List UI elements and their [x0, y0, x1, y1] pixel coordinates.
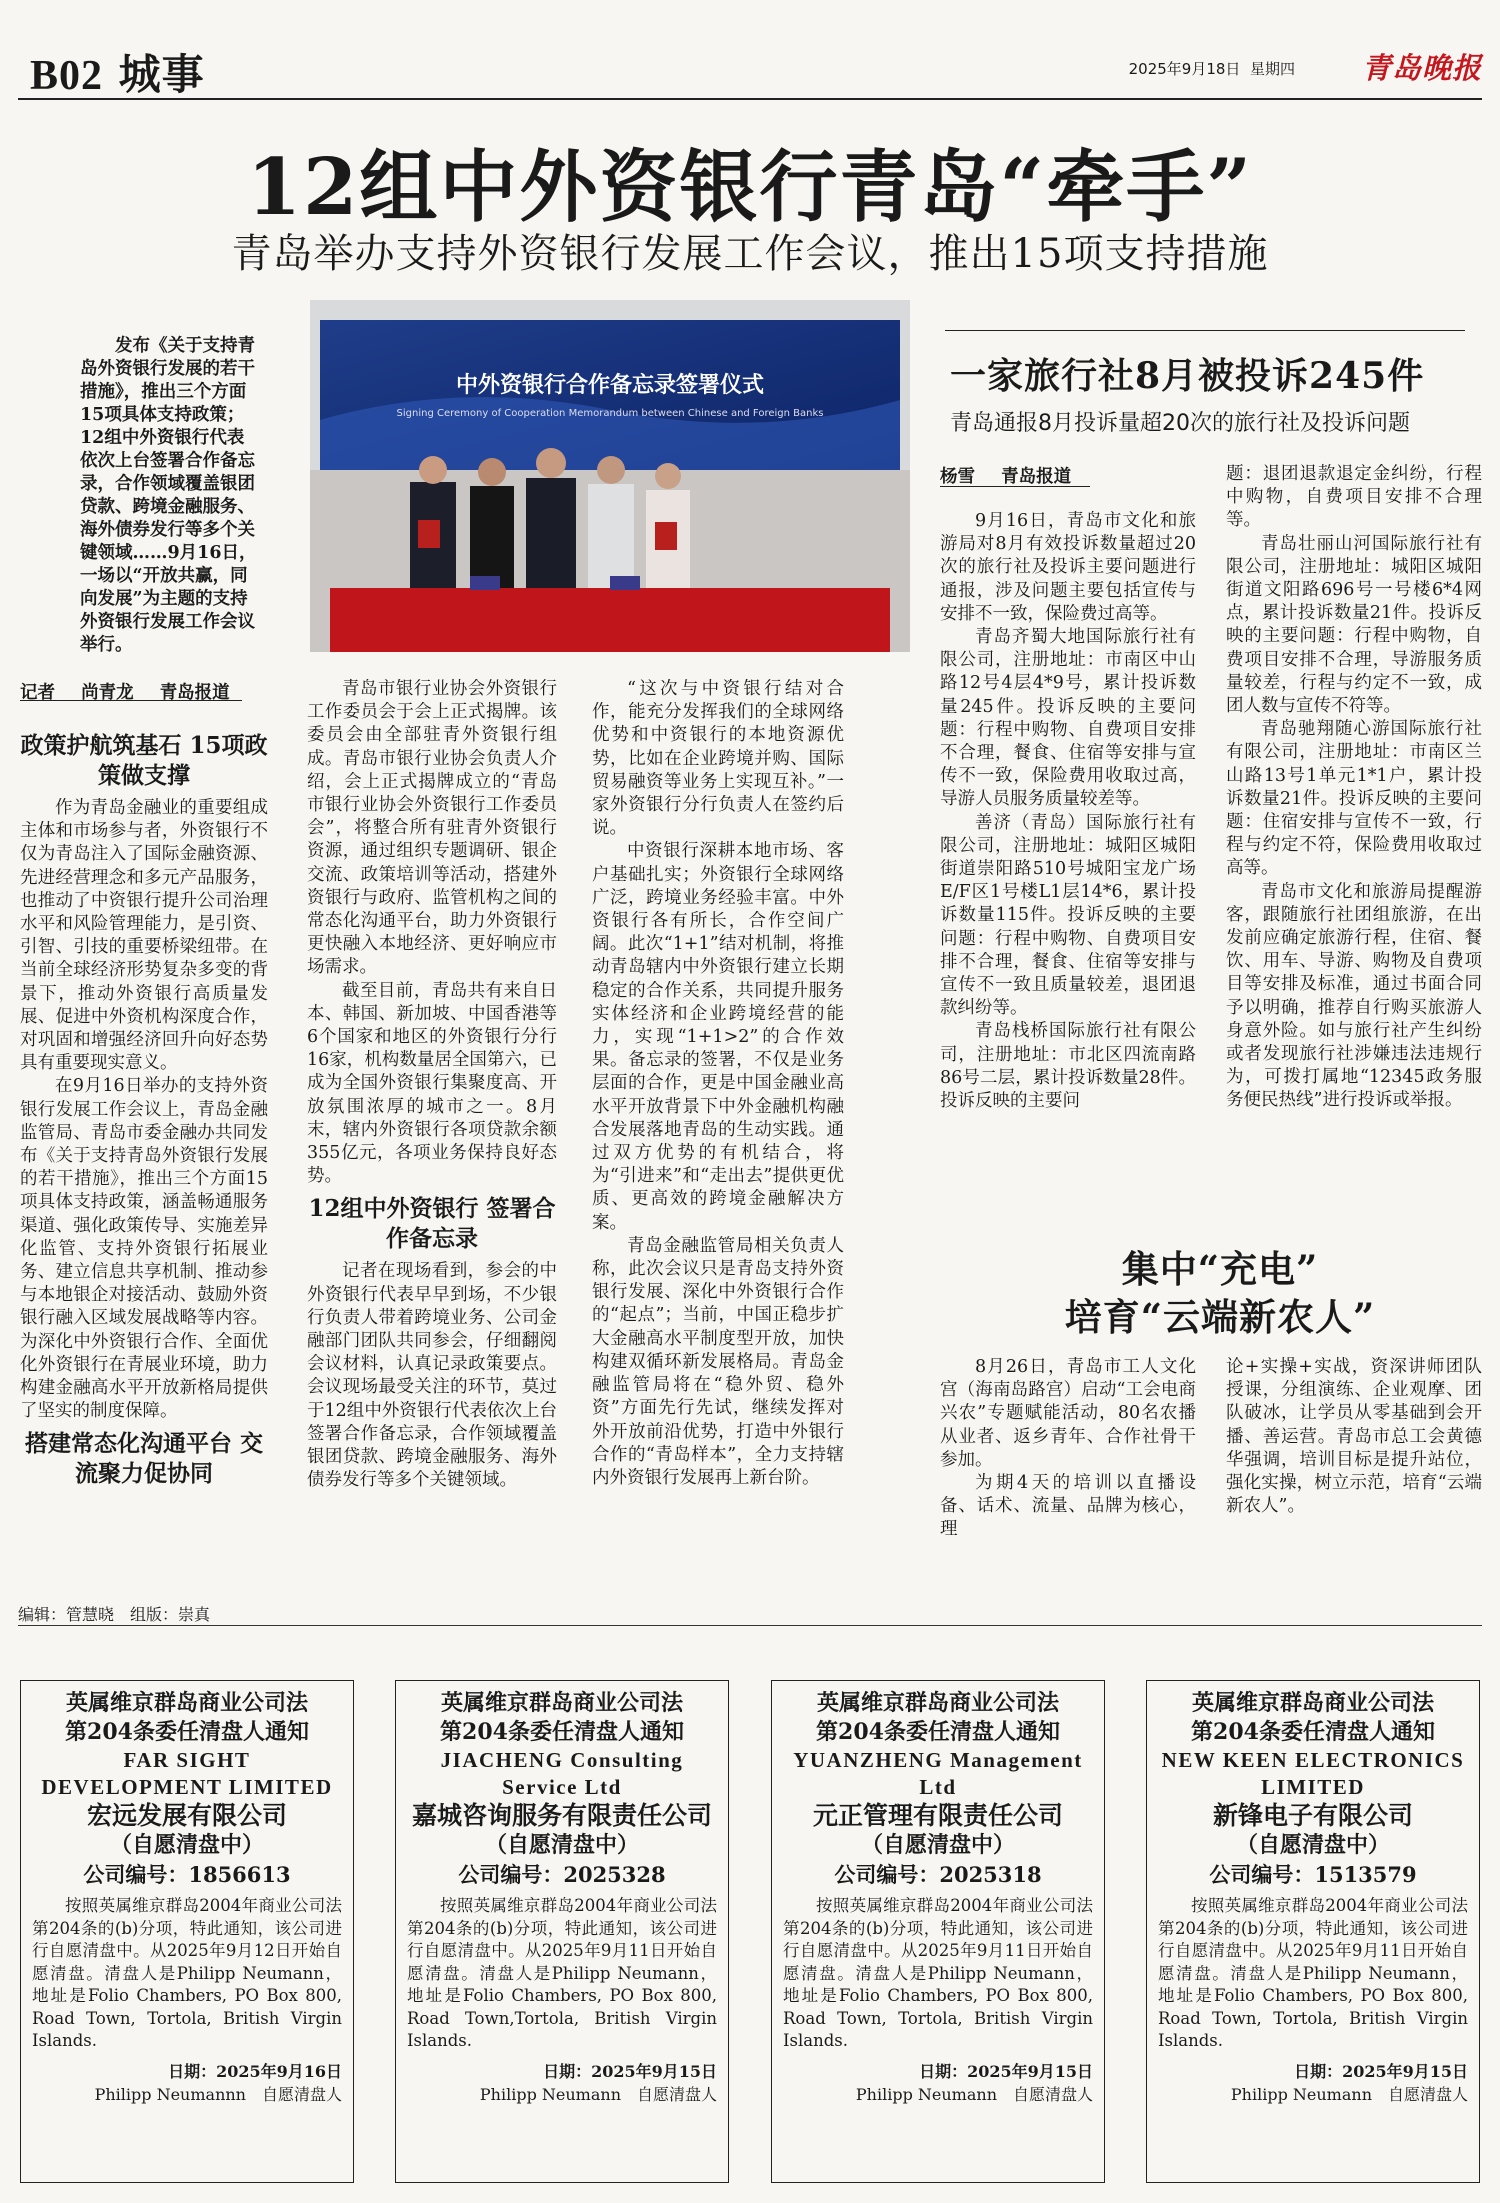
notice-status: （自愿清盘中） — [860, 1832, 1015, 1858]
story2-column-1 — [940, 510, 1196, 1113]
lead-paragraph: 作为青岛金融业的重要组成主体和市场参与者，外资银行不仅为青岛注入了国际金融资源、先进经营理念和多元产品服务，也推动了中资银行提升公司治理水平和风险管理能力，是引资、引智、引技的重要桥梁纽带。在当前全球经济形势复杂多变的背景下，推动外资银行高质量发展、促进中外资机构深度合作，对巩固和增强经济回升向好态势具有重要现实意义。 — [20, 798, 268, 1074]
story3-column-2 — [1226, 1356, 1482, 1518]
issue-date — [1129, 58, 1295, 79]
notice-body: 按照英属维京群岛2004年商业公司法第204条的(b)分项，特此通知，该公司进行自愿清盘中。从2025年9月12日开始自愿清盘。清盘人是Philipp Neumann，地址是Folio Chambers, PO Box 800, Road Town, Tortola, British Virgin Islands. — [32, 1896, 342, 2050]
story2-title: 一家旅行社8月被投诉245件 — [950, 355, 1425, 397]
story2-paragraph: 青岛驰翔随心游国际旅行社有限公司，注册地址：市南区兰山路13号1单元1*1户，累计投诉数量21件。投诉反映的主要问题：住宿安排与宣传不一致，行程与约定不符，保险费用收取过高等。 — [1226, 719, 1482, 879]
story2-paragraph: 青岛壮丽山河国际旅行社有限公司，注册地址：城阳区城阳街道文阳路696号一号楼6*4网点，累计投诉数量21件。投诉反映的主要问题：行程中购物，自费项目安排不合理，导游服务质量较差，行程与约定不一致，成团人数与宣传不符等。 — [1226, 533, 1482, 717]
lead-paragraph: 青岛市银行业协会外资银行工作委员会于会上正式揭牌。该委员会由全部驻青外资银行组成。青岛市银行业协会负责人介绍，会上正式揭牌成立的“青岛市银行业协会外资银行工作委员会”，将整合所有驻青外资银行资源，通过组织专题调研、银企交流、政策培训等活动，搭建外资银行与政府、监管机构之间的常态化沟通平台，助力外资银行更快融入本地经济、更好响应市场需求。 — [307, 679, 557, 978]
notice-date: 日期：2025年9月15日 — [1294, 2061, 1468, 2081]
notice-status: （自愿清盘中） — [109, 1832, 264, 1858]
notice-body: 按照英属维京群岛2004年商业公司法第204条的(b)分项，特此通知，该公司进行自愿清盘中。从2025年9月11日开始自愿清盘。清盘人是Philipp Neumann，地址是Folio Chambers, PO Box 800, Road Town,Tortola, British Virgin Islands. — [407, 1896, 717, 2050]
lead-subhead-1: 政策护航筑基石 15项政策做支撑 — [20, 732, 268, 789]
notice-company-en: NEW KEEN ELECTRONICS LIMITED — [1161, 1748, 1465, 1799]
story2-paragraph: 青岛栈桥国际旅行社有限公司，注册地址：市北区四流南路86号二层，累计投诉数量28件。投诉反映的主要问 — [940, 1021, 1196, 1112]
notice-title: 第204条委任清盘人通知 — [816, 1719, 1060, 1745]
lead-paragraph: 截至目前，青岛共有来自日本、韩国、新加坡、中国香港等6个国家和地区的外资银行分行16家，机构数量居全国第六，已成为全国外资银行集聚度高、开放氛围浓厚的城市之一。8月末，辖内外资银行各项贷款余额355亿元，各项业务保持良好态势。 — [307, 980, 557, 1187]
dateline: 青岛报道 — [1001, 467, 1072, 487]
story3-column-1 — [940, 1356, 1196, 1542]
lead-column-1 — [20, 725, 268, 1495]
notice-title: 英属维京群岛商业公司法 — [440, 1690, 683, 1716]
story2-paragraph: 青岛齐蜀大地国际旅行社有限公司，注册地址：市南区中山路12号4层4*9号，累计投诉数量245件。投诉反映的主要问题：行程中购物、自费项目安排不合理，餐食、住宿等安排与宣传不一致，保险费用收取过高，导游人员服务质量较差等。 — [940, 627, 1196, 810]
editor-credit: 编辑：管慧晓 组版：崇真 — [18, 1605, 211, 1624]
notice-body: 按照英属维京群岛2004年商业公司法第204条的(b)分项，特此通知，该公司进行自愿清盘中。从2025年9月11日开始自愿清盘。清盘人是Philipp Neumann，地址是Folio Chambers, PO Box 800, Road Town, Tortola, British Virgin Islands. — [783, 1896, 1093, 2050]
liquidation-notice — [1146, 1680, 1480, 2183]
weekday-text: 星期四 — [1249, 60, 1295, 78]
notice-signer: Philipp Neumannn 自愿清盘人 — [94, 2084, 342, 2104]
notice-company-en: YUANZHENG Management Ltd — [793, 1748, 1083, 1799]
story3-paragraph: 8月26日，青岛市工人文化宫（海南岛路宫）启动“工会电商兴农”专题赋能活动，80名农播从业者、返乡青年、合作社骨干参加。 — [940, 1357, 1196, 1470]
notice-company-no: 公司编号：2025318 — [834, 1862, 1042, 1887]
lead-paragraph: 中资银行深耕本地市场、客户基础扎实；外资银行全球网络广泛，跨境业务经验丰富。中外资银行各有所长，合作空间广阔。此次“1+1”结对机制，将推动青岛辖内中外资银行建立长期稳定的合作关系，共同提升服务实体经济和企业跨境经营的能力，实现“1+1>2”的合作效果。备忘录的签署，不仅是业务层面的合作，更是中国金融业高水平开放背景下中外金融机构融合发展落地青岛的生动实践。通过双方优势的有机结合，将为“引进来”和“走出去”提供更优质、更高效的跨境金融解决方案。 — [592, 841, 844, 1233]
notice-company-no: 公司编号：1856613 — [83, 1862, 291, 1887]
story3-paragraph: 为期4天的培训以直播设备、话术、流量、品牌为核心，理 — [940, 1473, 1196, 1540]
lead-intro: 发布《关于支持青岛外资银行发展的若干措施》，推出三个方面15项具体支持政策；12组中外资银行代表依次上台签署合作备忘录，合作领域覆盖银团贷款、跨境金融服务、海外债券发行等多个关键领域……9月16日，一场以“开放共赢，同向发展”为主题的支持外资银行发展工作会议举行。 — [80, 336, 257, 655]
story3-paragraph: 论+实操+实战，资深讲师团队授课，分组演练、企业观摩、团队破冰，让学员从零基础到会开播、善运营。青岛市总工会黄德华强调，培训目标是提升站位，强化实操，树立示范，培育“云端新农人”。 — [1226, 1357, 1482, 1517]
notice-company-cn: 嘉城咨询服务有限责任公司 — [411, 1801, 712, 1830]
notice-title: 英属维京群岛商业公司法 — [816, 1690, 1059, 1716]
lead-subhead: 青岛举办支持外资银行发展工作会议，推出15项支持措施 — [231, 231, 1269, 277]
notice-date: 日期：2025年9月15日 — [919, 2061, 1093, 2081]
photo-banner-text: 中外资银行合作备忘录签署仪式 — [455, 373, 765, 398]
notice-signer: Philipp Neumann 自愿清盘人 — [479, 2084, 717, 2104]
story2-byline — [940, 463, 1071, 488]
paper-logo: 青岛晚报 — [1361, 51, 1482, 85]
lead-headline: 12组中外资银行青岛“牵手” — [246, 142, 1254, 233]
signing-ceremony-photo — [310, 300, 910, 652]
photo-subbanner-text: Signing Ceremony of Cooperation Memorandum between Chinese and Foreign Banks — [396, 408, 824, 419]
section-header — [30, 42, 205, 102]
notice-company-no: 公司编号：2025328 — [458, 1862, 666, 1887]
notice-company-no: 公司编号：1513579 — [1209, 1862, 1417, 1887]
story2-column-2 — [1226, 463, 1482, 1113]
notice-title: 英属维京群岛商业公司法 — [1191, 1690, 1434, 1716]
lead-paragraph: 青岛金融监管局相关负责人称，此次会议只是青岛支持外资银行发展、深化中外资银行合作的“起点”；当前，中国正稳步扩大金融高水平制度型开放，加快构建双循环新发展格局。青岛金融监管局将在“稳外贸、稳外资”方面先行先试，继续发挥对外开放前沿优势，打造中外银行合作的“青岛样本”，全力支持辖内外资银行发展再上新台阶。 — [592, 1235, 844, 1488]
story2-paragraph: 善济（青岛）国际旅行社有限公司，注册地址：城阳区城阳街道崇阳路510号城阳宝龙广场E/F区1号楼L1层14*6，累计投诉数量115件。投诉反映的主要问题：行程中购物、自费项目安排不合理，餐食、住宿等安排与宣传不一致且质量较差，退团退款纠纷等。 — [940, 812, 1196, 1019]
notice-title: 第204条委任清盘人通知 — [1191, 1719, 1435, 1745]
notice-company-cn: 元正管理有限责任公司 — [812, 1801, 1063, 1830]
page-code: B02 — [30, 53, 104, 99]
story3-title-line-2: 培育“云端新农人” — [1064, 1295, 1376, 1339]
lead-column-2 — [307, 678, 557, 1493]
reporter-name: 杨雪 — [940, 467, 975, 487]
notice-title: 英属维京群岛商业公司法 — [65, 1690, 308, 1716]
notice-status: （自愿清盘中） — [1235, 1832, 1390, 1858]
notice-date: 日期：2025年9月15日 — [543, 2061, 717, 2081]
notice-body: 按照英属维京群岛2004年商业公司法第204条的(b)分项，特此通知，该公司进行自愿清盘中。从2025年9月11日开始自愿清盘。清盘人是Philipp Neumann，地址是Folio Chambers, PO Box 800, Road Town, Tortola, British Virgin Islands. — [1158, 1896, 1468, 2050]
notice-company-en: JIACHENG Consulting Service Ltd — [440, 1748, 684, 1799]
liquidation-notice — [20, 1680, 354, 2183]
date-text: 2025年9月18日 — [1128, 60, 1241, 78]
dateline: 青岛报道 — [159, 683, 230, 703]
notice-company-cn: 新锋电子有限公司 — [1212, 1801, 1413, 1830]
ad-section-rule — [18, 1625, 1482, 1626]
notice-signer: Philipp Neumann 自愿清盘人 — [1230, 2084, 1468, 2104]
lead-paragraph: 记者在现场看到，参会的中外资银行代表早早到场，不少银行负责人带着跨境业务、公司金融部门团队共同参会，仔细翻阅会议材料，认真记录政策要点。会议现场最受关注的环节，莫过于12组中外资银行代表依次上台签署合作备忘录，合作领域覆盖银团贷款、跨境金融服务、海外债券发行等多个关键领域。 — [307, 1261, 557, 1491]
notice-title: 第204条委任清盘人通知 — [440, 1719, 684, 1745]
story2-paragraph: 题：退团退款退定金纠纷，行程中购物，自费项目安排不合理等。 — [1226, 464, 1482, 531]
lead-subhead-3: 12组中外资银行 签署合作备忘录 — [308, 1195, 556, 1253]
photo-illustration — [310, 300, 910, 652]
notice-signer: Philipp Neumann 自愿清盘人 — [855, 2084, 1093, 2104]
story2-rule — [945, 330, 1465, 331]
story2-paragraph: 9月16日，青岛市文化和旅游局对8月有效投诉数量超过20次的旅行社及投诉主要问题进行通报，涉及问题主要包括宣传与安排不一致，保险费过高等。 — [940, 511, 1196, 624]
notice-status: （自愿清盘中） — [484, 1832, 639, 1858]
lead-paragraph: “这次与中资银行结对合作，能充分发挥我们的全球网络优势和中资银行的本地资源优势，比如在企业跨境并购、国际贸易融资等业务上实现互补。”一家外资银行分行负责人在签约后说。 — [592, 679, 844, 839]
story2-subtitle: 青岛通报8月投诉量超20次的旅行社及投诉问题 — [950, 411, 1410, 436]
story3-title — [940, 1245, 1500, 1341]
lead-paragraph: 在9月16日举办的支持外资银行发展工作会议上，青岛金融监管局、青岛市委金融办共同发布《关于支持青岛外资银行发展的若干措施》，推出三个方面15项具体支持政策，涵盖畅通服务渠道、强化政策传导、实施差异化监管、支持外资银行拓展业务、建立信息共享机制、推动参与本地银企对接活动、鼓励外资银行融入区域发展战略等内容。为深化中外资银行合作、全面优化外资银行在青展业环境，助力构建金融高水平开放新格局提供了坚实的制度保障。 — [20, 1076, 268, 1422]
notice-date: 日期：2025年9月16日 — [168, 2061, 342, 2081]
liquidation-notice — [395, 1680, 729, 2183]
header-rule — [18, 98, 1482, 100]
notice-company-en: FAR SIGHT DEVELOPMENT LIMITED — [41, 1748, 333, 1799]
notice-title: 第204条委任清盘人通知 — [65, 1719, 309, 1745]
liquidation-notice — [771, 1680, 1105, 2183]
lead-subhead-2: 搭建常态化沟通平台 交流聚力促协同 — [24, 1430, 263, 1488]
story3-title-line-1: 集中“充电” — [1121, 1247, 1319, 1291]
story2-paragraph: 青岛市文化和旅游局提醒游客，跟随旅行社团组旅游，在出发前应确定旅游行程，住宿、餐饮、用车、导游、购物及自费项目等安排及标准，通过书面合同予以明确，推荐自行购买旅游人身意外险。如与旅行社产生纠纷或者发现旅行社涉嫌违法违规行为，可拨打属地“12345政务服务便民热线”进行投诉或举报。 — [1226, 881, 1482, 1111]
notice-company-cn: 宏远发展有限公司 — [86, 1801, 287, 1830]
reporter-name: 尚青龙 — [81, 683, 134, 703]
byline-rule — [940, 486, 1090, 487]
lead-column-3 — [592, 678, 844, 1490]
section-name: 城事 — [118, 50, 205, 99]
byline-rule — [20, 700, 242, 701]
reporter-label: 记者 — [20, 683, 55, 703]
